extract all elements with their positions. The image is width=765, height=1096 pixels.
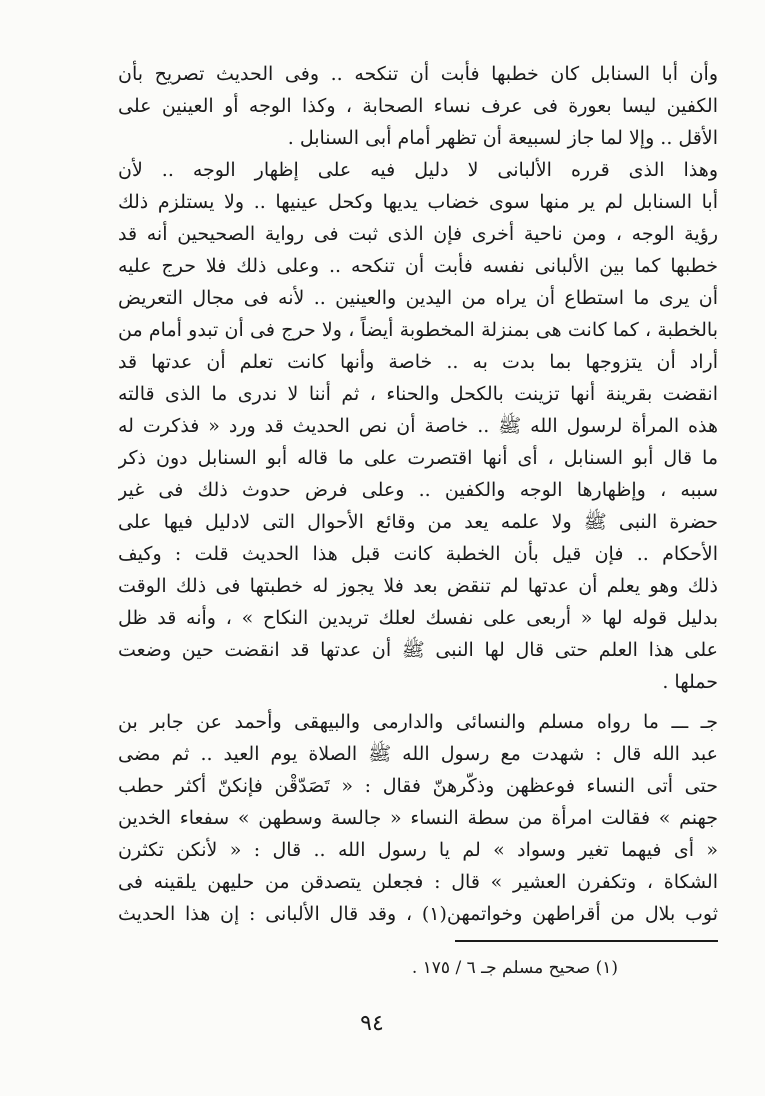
text-line: جهنم » فقالت امرأة من سطة النساء « جالسة وسطهن » سفعاء الخدين bbox=[118, 807, 718, 829]
text-line: عبد الله قال : شهدت مع رسول الله ﷺ الصلاة يوم العيد .. ثم مضى bbox=[118, 743, 718, 765]
text-line: أراد أن يتزوجها بما بدت به .. خاصة وأنها كانت تعلم أن عدتها قد bbox=[118, 351, 718, 373]
text-line: بالخطبة ، كما كانت هى بمنزلة المخطوبة أيضاً ، ولا حرج فى أن تبدو أمام من bbox=[118, 319, 718, 341]
text-line: الأقل .. وإلا لما جاز لسبيعة أن تظهر أمام أبى السنابل . bbox=[287, 127, 718, 149]
text-line: أن يرى ما استطاع أن يراه من اليدين والعينين .. لأنه فى مجال التعريض bbox=[118, 287, 718, 309]
footnote-divider bbox=[455, 940, 718, 942]
text-line: ثوب بلال من أقراطهن وخواتمهن(١) ، وقد قال الألبانى : إن هذا الحديث bbox=[118, 903, 718, 925]
text-line: على هذا العلم حتى قال لها النبى ﷺ أن عدتها قد انقضت حين وضعت bbox=[118, 639, 718, 661]
text-line: حملها . bbox=[662, 671, 718, 693]
footnote: (١) صحيح مسلم جـ ٦ / ١٧٥ . bbox=[411, 958, 618, 978]
text-line: أبا السنابل لم ير منها سوى خضاب يديها وكحل عينيها .. ولا يستلزم ذلك bbox=[118, 191, 718, 213]
text-line: ما قال أبو السنابل ، أى أنها اقتصرت على ما قاله أبو السنابل دون ذكر bbox=[118, 447, 718, 469]
text-line: بدليل قوله لها « أربعى على نفسك لعلك تريدين النكاح » ، وأنه قد ظل bbox=[118, 607, 718, 629]
text-line: الشكاة ، وتكفرن العشير » قال : فجعلن يتصدقن من حليهن يلقينه فى bbox=[118, 871, 718, 893]
text-line: رؤية الوجه ، ومن ناحية أخرى فإن الذى ثبت فى رواية الصحيحين أنه قد bbox=[118, 223, 718, 245]
body-text bbox=[118, 58, 718, 930]
text-line: « أى فيهما تغير وسواد » لم يا رسول الله .. قال : « لأنكن تكثرن bbox=[118, 839, 718, 861]
text-line: حتى أتى النساء فوعظهن وذكّرهنّ فقال : « تَصَدّقْن فإنكنّ أكثر حطب bbox=[118, 775, 718, 797]
text-line: حضرة النبى ﷺ ولا علمه يعد من وقائع الأحوال التى لادليل فيها على bbox=[118, 511, 718, 533]
page-number: ٩٤ bbox=[360, 1011, 384, 1036]
text-line: خطبها كما بين الألبانى نفسه فأبت أن تنكحه .. وعلى ذلك فلا حرج عليه bbox=[118, 255, 718, 277]
text-line: الكفين ليسا بعورة فى عرف نساء الصحابة ، وكذا الوجه أو العينين على bbox=[118, 95, 718, 117]
text-line: جـ ـــ ما رواه مسلم والنسائى والدارمى والبيهقى وأحمد عن جابر بن bbox=[118, 711, 718, 733]
text-line: الأحكام .. فإن قيل بأن الخطبة كانت قبل هذا الحديث قلت : وكيف bbox=[118, 543, 718, 565]
text-line: انقضت بقرينة أنها تزينت بالكحل والحناء ، ثم أننا لا ندرى ما الذى قالته bbox=[118, 383, 718, 405]
text-line: ذلك وهو يعلم أن عدتها لم تنقض بعد فلا يجوز له خطبتها فى ذلك الوقت bbox=[118, 575, 718, 597]
text-line: وأن أبا السنابل كان خطبها فأبت أن تنكحه .. وفى الحديث تصريح بأن bbox=[118, 63, 718, 85]
text-line: وهذا الذى قرره الألبانى لا دليل فيه على إظهار الوجه .. لأن bbox=[118, 159, 718, 181]
text-line: هذه المرأة لرسول الله ﷺ .. خاصة أن نص الحديث قد ورد « فذكرت له bbox=[118, 415, 718, 437]
text-line: سببه ، وإظهارها الوجه والكفين .. وعلى فرض حدوث ذلك فى غير bbox=[118, 479, 718, 501]
